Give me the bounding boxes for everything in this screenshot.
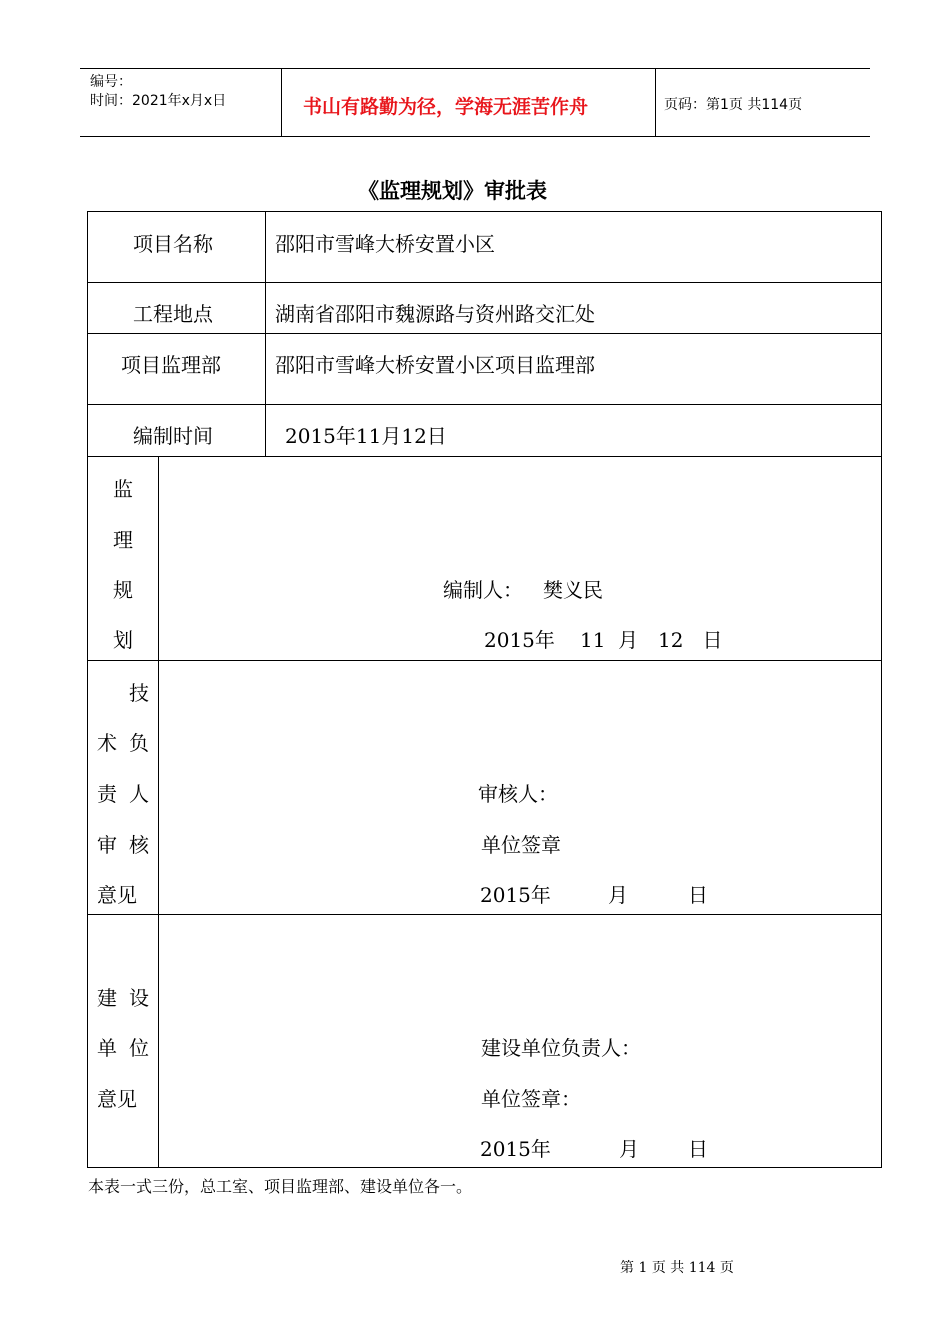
row-divider xyxy=(88,660,881,661)
footer-page-prefix: 第 xyxy=(620,1260,634,1276)
plan-char: 监 xyxy=(113,477,133,501)
project-name-value: 邵阳市雪峰大桥安置小区 xyxy=(275,232,495,256)
plan-day: 12 日 xyxy=(658,628,723,652)
client-month: 月 xyxy=(619,1137,639,1161)
plan-year: 2015年 xyxy=(484,628,555,652)
dept-value: 邵阳市雪峰大桥安置小区项目监理部 xyxy=(275,353,595,377)
reviewer-label: 审核人： xyxy=(478,782,558,806)
plan-char: 规 xyxy=(113,578,133,602)
preparer-name: 樊义民 xyxy=(543,578,603,602)
tech-day: 日 xyxy=(688,883,708,907)
client-char: 建 xyxy=(97,986,117,1010)
client-seal-label: 单位签章： xyxy=(481,1087,581,1111)
preparer-label: 编制人： xyxy=(443,578,523,602)
tech-char: 术 xyxy=(97,731,117,755)
client-day: 日 xyxy=(688,1137,708,1161)
tech-char: 人 xyxy=(129,782,149,806)
footer-page-number xyxy=(620,1257,734,1277)
tech-char: 责 xyxy=(97,782,117,806)
row-divider xyxy=(88,333,881,334)
site-value: 湖南省邵阳市魏源路与资州路交汇处 xyxy=(275,302,595,326)
client-char: 意 xyxy=(97,1087,117,1111)
tech-year: 2015年 xyxy=(480,883,551,907)
tech-char: 核 xyxy=(129,833,149,857)
header-divider-left xyxy=(281,69,282,136)
tech-char: 负 xyxy=(129,731,149,755)
plan-month: 11 月 xyxy=(580,628,639,652)
footer-page-num: 1 xyxy=(638,1260,648,1276)
page-title: 《监理规划》审批表 xyxy=(358,179,547,203)
header-motto: 书山有路勤为径，学海无涯苦作舟 xyxy=(303,96,589,118)
plan-char: 划 xyxy=(113,628,133,652)
header-page-info: 页码：第1页 共114页 xyxy=(664,97,803,113)
tech-char: 技 xyxy=(129,681,149,705)
footer-page-suffix: 页 xyxy=(719,1260,734,1276)
row-divider xyxy=(88,404,881,405)
dept-label: 项目监理部 xyxy=(121,353,221,377)
row-divider xyxy=(88,456,881,457)
distribution-note: 本表一式三份，总工室、项目监理部、建设单位各一。 xyxy=(88,1177,473,1196)
approval-table xyxy=(87,211,882,1168)
tech-month: 月 xyxy=(608,883,628,907)
label-column-divider xyxy=(265,212,266,456)
plan-char: 理 xyxy=(113,528,133,552)
tech-char: 审 xyxy=(97,833,117,857)
client-char: 单 xyxy=(97,1036,117,1060)
header-number-label: 编号： xyxy=(90,74,132,90)
date-value: 2015年11月12日 xyxy=(285,424,447,448)
footer-page-mid: 页 共 xyxy=(651,1260,685,1276)
header-bottom-rule xyxy=(80,136,870,137)
site-label: 工程地点 xyxy=(133,302,213,326)
client-char: 位 xyxy=(129,1036,149,1060)
footer-page-total: 114 xyxy=(688,1260,716,1276)
client-char: 见 xyxy=(117,1087,137,1111)
owner-label: 建设单位负责人： xyxy=(481,1036,641,1060)
client-char: 设 xyxy=(129,986,149,1010)
tech-char: 意 xyxy=(97,883,117,907)
header-time-label: 时间：2021年x月x日 xyxy=(90,93,227,109)
header-top-rule xyxy=(80,68,870,69)
row-divider xyxy=(88,282,881,283)
client-year: 2015年 xyxy=(480,1137,551,1161)
header-divider-right xyxy=(655,69,656,136)
date-label: 编制时间 xyxy=(133,424,213,448)
tech-char: 见 xyxy=(117,883,137,907)
section-column-divider xyxy=(158,456,159,1168)
row-divider xyxy=(88,914,881,915)
project-name-label: 项目名称 xyxy=(133,232,213,256)
tech-seal-label: 单位签章 xyxy=(481,833,561,857)
